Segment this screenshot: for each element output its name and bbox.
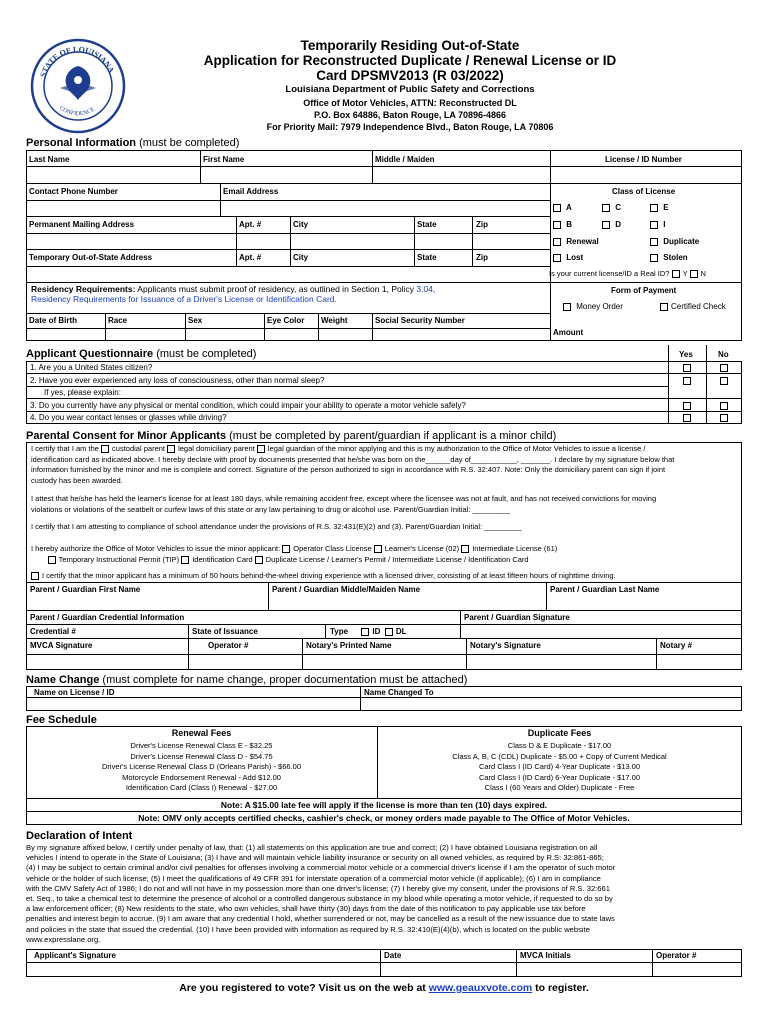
- question-1: 1. Are you a United States citizen?: [30, 363, 153, 372]
- pobox-line: P.O. Box 64886, Baton Rouge, LA 70896-4866: [313, 110, 507, 120]
- mvca-initials-label: MVCA Initials: [520, 951, 571, 960]
- class-c-checkbox[interactable]: C: [602, 203, 621, 213]
- office-address: [190, 97, 630, 133]
- learner-attestation-text: I attest that he/she has held the learner's license for at least 180 days, while remaining accident free, except where the licensee was not at fault, and has not received convictions for moving violations or violations of the seatbelt or curfew laws of this state or any law pertaining to drug or alcohol use. Parent/Guardian Initial: _________: [31, 494, 657, 514]
- q2-yes-checkbox[interactable]: [683, 377, 691, 385]
- q1-no-checkbox[interactable]: [720, 364, 728, 372]
- tip-checkbox[interactable]: [48, 556, 56, 564]
- license-id-label: License / ID Number: [605, 155, 682, 164]
- renewal-fee-item: Driver's License Renewal Class D (Orleans Parish) - $66.00: [101, 762, 301, 771]
- duplicate-fee-item: Card Class I (ID Card) 6-Year Duplicate - $17.00: [478, 772, 641, 782]
- pg-last-name-label: Parent / Guardian Last Name: [550, 585, 660, 594]
- declaration-text: By my signature affixed below, I certify under penalty of law, that: (1) all statements on this application are true and correct; (2) I have obtained Louisiana registration on all vehicles I intend to operate in the State of Louisiana; (3) I have and will maintain vehicle liability insurance or security on all owned vehicles, as required by R.S: 32:861-865; (4) I may be subject to certain criminal and/or civil penalties for offenses involving a commercial motor vehicle or a commercial driver's license if I am the operator of such motor vehicle or the holder of such license; (5) I meet the qualifications of 49 CFR 391 for interstate operation of a commercial motor vehicle (if applicable); (6) I am in compliance with the CMV Safety Act of 1986; I do not and will not have in my possession more than one driver's license; (7) I hereby give my consent, under the provisions of R.S. 32:661 et. Seq., to take a chemical test to determine the presence of alcohol or a controlled dangerous substance in my blood while operating a motor vehicle, if requested to do so by a law enforcement officer; (8) New residents to the state, who own vehicles, shall have thirty (30) days from the date of this notification to pay applicable use tax before penalties and interest begin to accrue. (9) I am aware that any credential I hold, whether surrendered or not, may be cancelled as a result of the new issuance due to state laws and policies in the state that issued the credential. (10) I have been provided with information as required by R.S. 32:410(E)(4)(b), which is located on the public website www.expresslane.org.: [26, 843, 616, 944]
- q2-no-checkbox[interactable]: [720, 377, 728, 385]
- policy-link[interactable]: 3.04,: [416, 284, 436, 294]
- q4-yes-checkbox[interactable]: [683, 414, 691, 422]
- duplicate-fee-item: Class D & E Duplicate - $17.00: [507, 741, 612, 750]
- name-changed-to-label: Name Changed To: [364, 688, 434, 697]
- renewal-fee-item: Driver's License Renewal Class D - $54.75: [130, 751, 273, 761]
- state-of-issuance-label: State of Issuance: [192, 627, 258, 636]
- operator-number-label: Operator #: [208, 641, 249, 650]
- parental-certification-text: I certify that I am the custodial parent legal domiciliary parent legal guardian of the minor applying and this is my authorization to the Office of Motor Vehicles to issue a license / identification card as indicated above. I hereby declare with proof by documents presented that he/she was born on the______day of___________, _______. I declare by my signature below that information furnished by the minor and me is complete and correct. Signature of the person authorized to sign in accordance with R.S. 32:407. Note: Only the domiciliary parent can sign if joint custody has been awarded.: [31, 444, 675, 485]
- apt-label: Apt. #: [239, 220, 262, 229]
- learners-license-checkbox[interactable]: [374, 545, 382, 553]
- dob-label: Date of Birth: [29, 316, 77, 325]
- department-name: Louisiana Department of Public Safety and Corrections: [285, 84, 535, 95]
- custodial-parent-checkbox[interactable]: [101, 445, 109, 453]
- name-on-license-label: Name on License / ID: [34, 688, 115, 697]
- questionnaire-heading: Applicant Questionnaire (must be completed): [26, 348, 257, 360]
- lost-checkbox[interactable]: Lost: [553, 253, 583, 263]
- eye-color-label: Eye Color: [267, 316, 305, 325]
- class-e-checkbox[interactable]: E: [650, 203, 669, 213]
- declaration-heading: Declaration of Intent: [26, 830, 133, 842]
- driving-hours-text: I certify that the minor applicant has a minimum of 50 hours behind-the-wheel driving experience with a licensed driver, consisting of at least fifteen hours of nighttime driving.: [31, 571, 616, 582]
- renewal-fee-item: Driver's License Renewal Class E - $32.25: [130, 741, 273, 750]
- real-id-question: Is your current license/ID a Real ID? Y N: [549, 269, 706, 278]
- parental-consent-heading: Parental Consent for Minor Applicants (must be completed by parent/guardian if applicant is a minor child): [26, 430, 557, 442]
- class-d-checkbox[interactable]: D: [602, 220, 621, 230]
- renewal-fees-heading: Renewal Fees: [171, 728, 232, 738]
- q3-no-checkbox[interactable]: [720, 402, 728, 410]
- pg-first-name-label: Parent / Guardian First Name: [30, 585, 141, 594]
- authorization-text: I hereby authorize the Office of Motor Vehicles to issue the minor applicant: Operator Class License Learner's License (02) Intermediate License (61) Temporary Instructional Permit (TIP) Identification Card Duplicate License / Learner's Permit / Intermediate License / Identification Card: [31, 544, 558, 564]
- school-attendance-text: I certify that I am attesting to compliance of school attendance under the provisions of R.S. 32:431(E)(2) and (3). Parent/Guardian Initial: _________: [31, 522, 522, 531]
- type-label: Type ID DL: [330, 627, 407, 636]
- sex-label: Sex: [188, 316, 203, 325]
- pg-credential-label: Parent / Guardian Credential Information: [30, 613, 185, 622]
- zip-label: Zip: [476, 220, 488, 229]
- type-id-checkbox[interactable]: [361, 628, 369, 636]
- q3-yes-checkbox[interactable]: [683, 402, 691, 410]
- last-name-label: Last Name: [29, 155, 70, 164]
- credential-number-label: Credential #: [30, 627, 76, 636]
- money-order-checkbox[interactable]: Money Order: [563, 302, 623, 312]
- question-3: 3. Do you currently have any physical or mental condition, which could impair your ability to operate a motor vehicle safely?: [30, 401, 466, 410]
- residency-requirements: Residency Requirements: Applicants must submit proof of residency, as outlined in Section 1, Policy 3.04, Residency Requirements for Issuance of a Driver's License or Identification Card.: [31, 284, 436, 304]
- duplicate-fee-item: Card Class I (ID Card) 4-Year Duplicate - $13.00: [478, 762, 641, 771]
- legal-guardian-checkbox[interactable]: [257, 445, 265, 453]
- intermediate-license-checkbox[interactable]: [461, 545, 469, 553]
- state-label: State: [417, 220, 437, 229]
- pg-middle-name-label: Parent / Guardian Middle/Maiden Name: [272, 585, 421, 594]
- city-label: City: [293, 220, 309, 229]
- geauxvote-link[interactable]: www.geauxvote.com: [428, 982, 533, 994]
- weight-label: Weight: [321, 316, 348, 325]
- q1-yes-checkbox[interactable]: [683, 364, 691, 372]
- duplicate-checkbox[interactable]: Duplicate: [650, 237, 699, 247]
- class-of-license-label: Class of License: [612, 187, 676, 196]
- race-label: Race: [108, 316, 128, 325]
- first-name-label: First Name: [203, 155, 245, 164]
- yes-column-label: Yes: [679, 350, 693, 359]
- office-line: Office of Motor Vehicles, ATTN: Reconstructed DL: [303, 98, 517, 108]
- no-column-label: No: [718, 350, 729, 359]
- temp-apt-label: Apt. #: [239, 253, 262, 262]
- fee-schedule-heading: Fee Schedule: [26, 714, 97, 726]
- residency-requirements-link[interactable]: Residency Requirements for Issuance of a Driver's License or Identification Card.: [31, 294, 337, 304]
- title-line-3: Card DPSMV2013 (R 03/2022): [316, 68, 504, 83]
- duplicate-license-checkbox[interactable]: [255, 556, 263, 564]
- duplicate-fees-list: [377, 741, 742, 794]
- late-fee-note: Note: A $15.00 late fee will apply if the license is more than ten (10) days expired.: [220, 800, 548, 810]
- notary-number-label: Notary #: [660, 641, 693, 650]
- date-label: Date: [384, 951, 402, 960]
- question-4: 4. Do you wear contact lenses or glasses while driving?: [30, 413, 227, 422]
- renewal-checkbox[interactable]: Renewal: [553, 237, 599, 247]
- title-line-2: Application for Reconstructed Duplicate / Renewal License or ID: [203, 53, 617, 68]
- notary-signature-label: Notary's Signature: [470, 641, 541, 650]
- certified-check-checkbox[interactable]: Certified Check: [660, 302, 726, 312]
- renewal-fee-item: Motorcycle Endorsement Renewal - Add $12.00: [122, 772, 281, 782]
- driving-hours-checkbox[interactable]: [31, 572, 39, 580]
- voter-registration-footer: Are you registered to vote? Visit us on the web at www.geauxvote.com to register.: [179, 982, 589, 994]
- duplicate-fee-item: Class A, B, C (CDL) Duplicate - $5.00 + Copy of Current Medical: [452, 751, 667, 761]
- payment-note: Note: OMV only accepts certified checks, cashier's check, or money orders made payable to The Office of Motor Vehicles.: [138, 813, 630, 823]
- priority-mail-line: For Priority Mail: 7979 Independence Blvd., Baton Rouge, LA 70806: [266, 122, 554, 132]
- mailing-address-label: Permanent Mailing Address: [29, 220, 135, 229]
- mvca-signature-label: MVCA Signature: [30, 641, 93, 650]
- temp-zip-label: Zip: [476, 253, 488, 262]
- phone-label: Contact Phone Number: [29, 187, 118, 196]
- title-line-1: Temporarily Residing Out-of-State: [300, 38, 520, 53]
- class-b-checkbox[interactable]: B: [553, 220, 572, 230]
- id-card-checkbox[interactable]: [181, 556, 189, 564]
- class-a-checkbox[interactable]: A: [553, 203, 572, 213]
- stolen-checkbox[interactable]: Stolen: [650, 253, 688, 263]
- form-of-payment-label: Form of Payment: [611, 286, 677, 295]
- operator-class-checkbox[interactable]: [282, 545, 290, 553]
- form-title: [190, 38, 630, 83]
- question-2: 2. Have you ever experienced any loss of consciousness, other than normal sleep?: [30, 376, 325, 385]
- notary-name-label: Notary's Printed Name: [306, 641, 392, 650]
- email-label: Email Address: [223, 187, 279, 196]
- temp-address-label: Temporary Out-of-State Address: [29, 253, 153, 262]
- pg-signature-label: Parent / Guardian Signature: [464, 613, 570, 622]
- louisiana-seal-logo: [30, 38, 126, 134]
- renewal-fees-list: [26, 741, 377, 794]
- middle-name-label: Middle / Maiden: [375, 155, 435, 164]
- duplicate-fees-heading: Duplicate Fees: [527, 728, 592, 738]
- duplicate-fee-item: Class I (60 Years and Older) Duplicate - Free: [484, 783, 635, 792]
- personal-info-heading: Personal Information (must be completed): [26, 137, 240, 149]
- real-id-yes-checkbox[interactable]: [672, 270, 680, 278]
- temp-city-label: City: [293, 253, 309, 262]
- name-change-heading: Name Change (must complete for name change, proper documentation must be attached): [26, 674, 468, 686]
- legal-domiciliary-checkbox[interactable]: [167, 445, 175, 453]
- applicant-signature-label: Applicant's Signature: [34, 951, 116, 960]
- ssn-label: Social Security Number: [375, 316, 465, 325]
- question-2-explain: If yes, please explain:: [44, 388, 121, 397]
- seal-top-text: STATE OF LOUISIANA: [38, 44, 117, 79]
- declaration-operator-label: Operator #: [656, 951, 697, 960]
- amount-label: Amount: [553, 328, 584, 337]
- real-id-no-checkbox[interactable]: [690, 270, 698, 278]
- class-i-checkbox[interactable]: I: [650, 220, 665, 230]
- renewal-fee-item: Identification Card (Class I) Renewal - $27.00: [125, 783, 278, 792]
- temp-state-label: State: [417, 253, 437, 262]
- seal-bottom-text: CONFIDENCE: [58, 105, 96, 118]
- q4-no-checkbox[interactable]: [720, 414, 728, 422]
- type-dl-checkbox[interactable]: [385, 628, 393, 636]
